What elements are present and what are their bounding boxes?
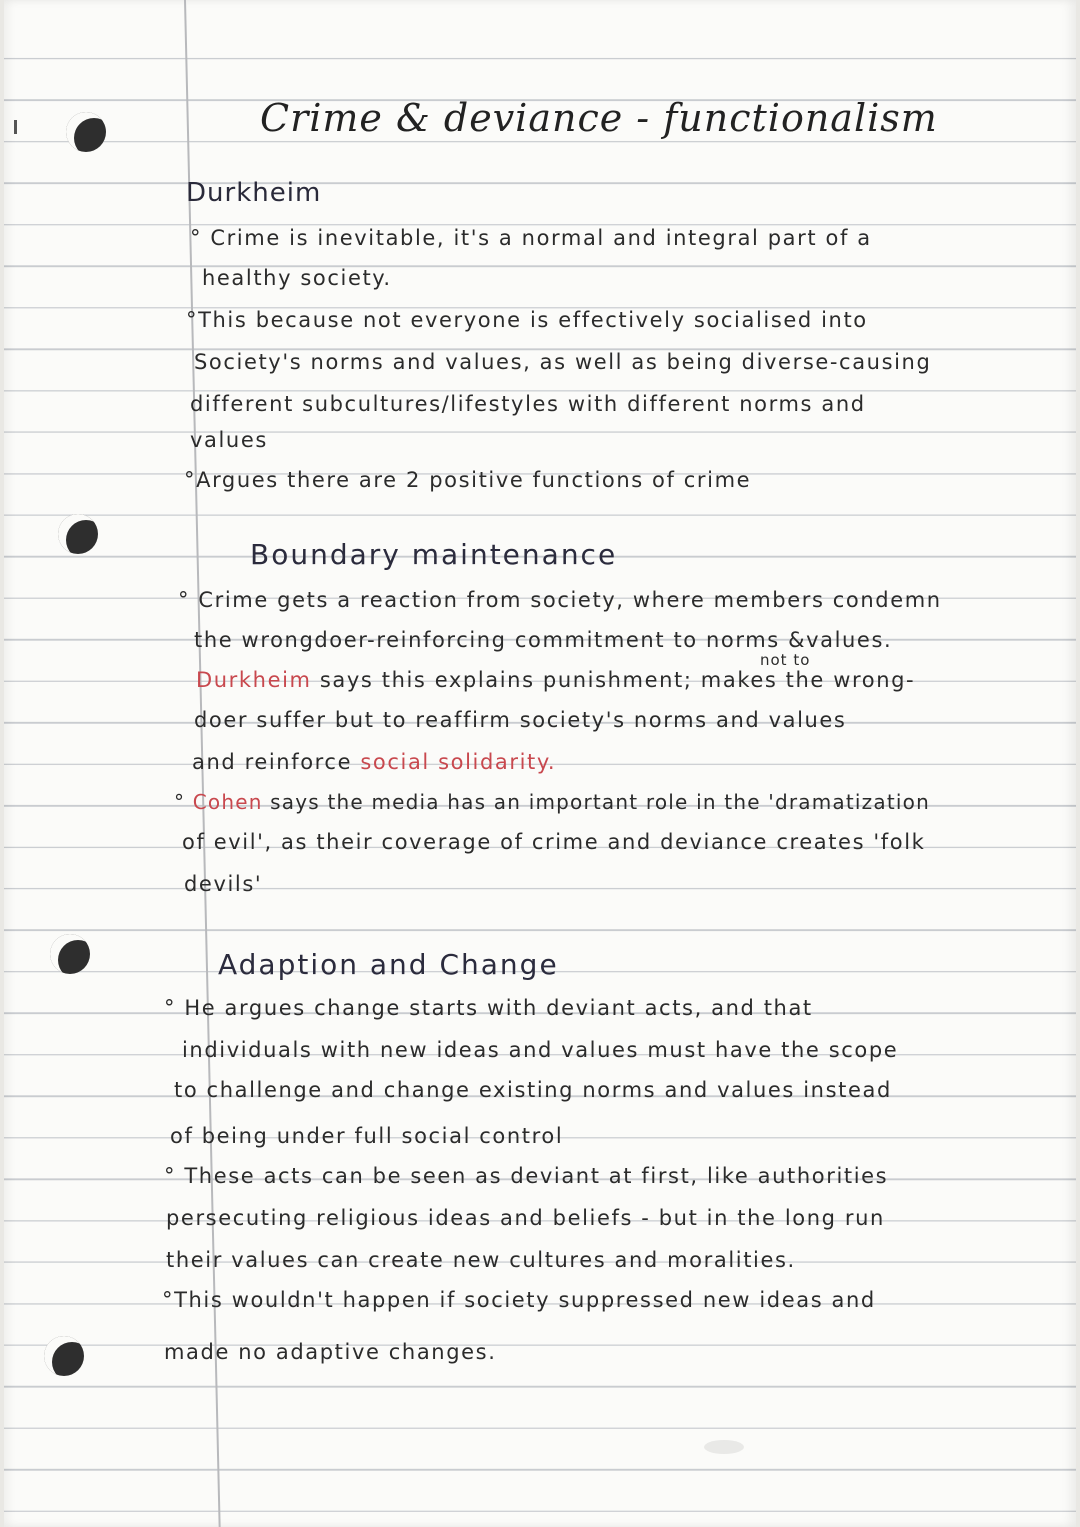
highlight-durkheim: Durkheim [196,668,312,692]
note-line: °Argues there are 2 positive functions of crime [184,468,752,492]
note-line: Durkheim says this explains punishment; makes the wrong- [196,668,916,692]
page-title: Crime & deviance - functionalism [260,96,938,140]
note-line: individuals with new ideas and values must have the scope [182,1038,899,1062]
note-line: values [190,428,268,452]
note-line: their values can create new cultures and moralities. [166,1248,796,1272]
note-line: made no adaptive changes. [164,1340,497,1364]
note-line: °This because not everyone is effectively socialised into [186,308,868,332]
highlight-social-solidarity: social solidarity. [360,750,557,774]
note-line: ° Cohen says the media has an important role in the 'dramatization [174,790,930,814]
note-line: of evil', as their coverage of crime and deviance creates 'folk [182,830,926,854]
punch-hole [66,112,106,152]
note-line: ° He argues change starts with deviant acts, and that [164,996,813,1020]
section-name-durkheim: Durkheim [186,178,322,208]
note-line: °This wouldn't happen if society suppressed new ideas and [162,1288,876,1312]
inserted-note: not to [760,651,811,669]
punch-hole [58,514,98,554]
note-line: doer suffer but to reaffirm society's norms and values [194,708,847,732]
note-line: ° These acts can be seen as deviant at first, like authorities [164,1164,889,1188]
punch-hole [44,1336,84,1376]
heading-boundary-maintenance: Boundary maintenance [250,538,618,571]
note-line: devils' [184,872,263,896]
note-line: to challenge and change existing norms and values instead [174,1078,892,1102]
highlight-cohen: Cohen [192,790,263,814]
note-line: persecuting religious ideas and beliefs - but in the long run [166,1206,885,1230]
note-line: the wrongdoer-reinforcing commitment to norms &values. [194,628,893,652]
note-line: different subcultures/lifestyles with different norms and [190,392,866,416]
note-line: healthy society. [202,266,392,290]
note-line: and reinforce social solidarity. [192,750,557,774]
note-line: ° Crime is inevitable, it's a normal and integral part of a [190,226,872,250]
note-line: Society's norms and values, as well as being diverse-causing [194,350,932,374]
notebook-page [4,0,1076,1527]
note-line: ° Crime gets a reaction from society, where members condemn [178,588,942,612]
heading-adaption-and-change: Adaption and Change [218,948,559,981]
paper-smudge [704,1440,744,1454]
note-line: of being under full social control [170,1124,564,1148]
page-mark [14,120,17,134]
punch-hole [50,934,90,974]
